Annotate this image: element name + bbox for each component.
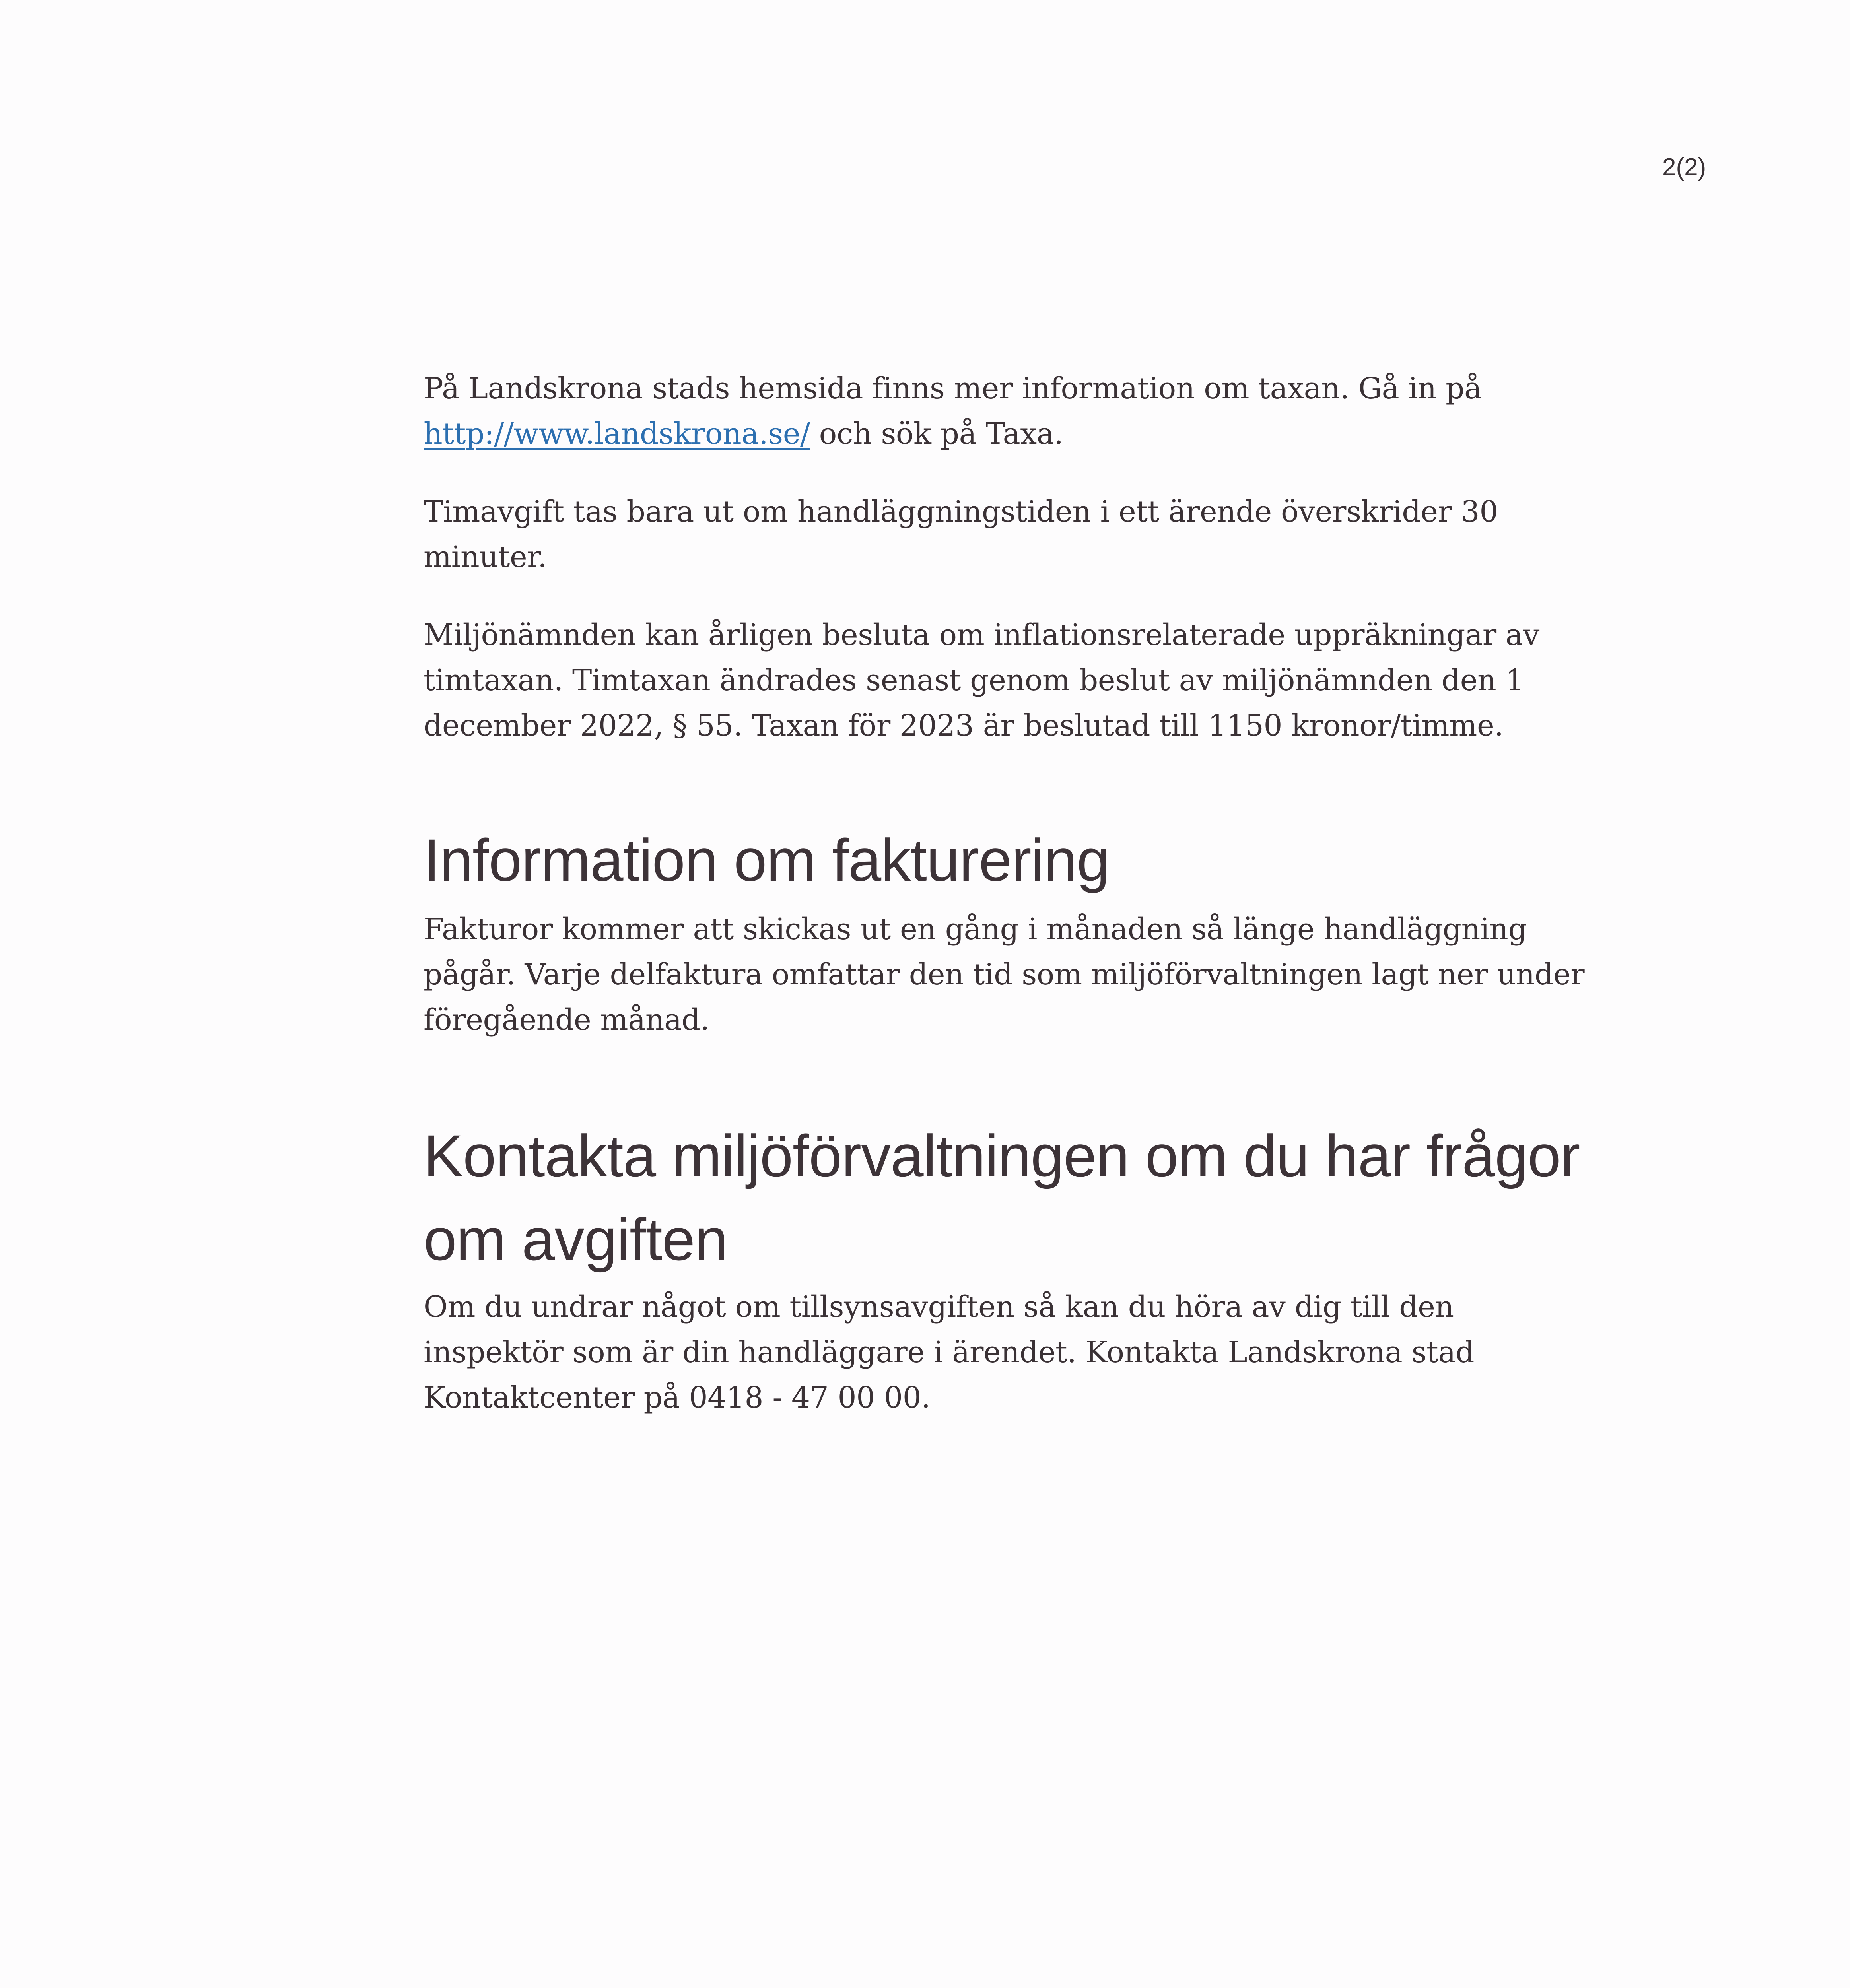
timtaxa-paragraph: Miljönämnden kan årligen besluta om inflationsrelaterade uppräkningar av timtaxan. Timtaxan ändrades senast genom beslut av miljönämnden den 1 december 2022, § 55. Taxan för 2023 är beslutad till 1150 kronor/timme.	[424, 618, 1539, 743]
taxa-info-text: På Landskrona stads hemsida finns mer information om taxan. Gå in på	[424, 371, 1482, 406]
fakturering-paragraph: Fakturor kommer att skickas ut en gång i månaden så länge handläggning pågår. Varje delfaktura omfattar den tid som miljöförvaltningen lagt ner under föregående månad.	[424, 912, 1585, 1037]
document-body	[424, 366, 1597, 1420]
timavgift-paragraph: Timavgift tas bara ut om handläggningstiden i ett ärende överskrider 30 minuter.	[424, 495, 1498, 574]
kontakt-paragraph: Om du undrar något om tillsynsavgiften så kan du höra av dig till den inspektör som är din handläggare i ärendet. Kontakta Landskrona stad Kontaktcenter på 0418 - 47 00 00.	[424, 1290, 1475, 1415]
landskrona-website-link[interactable]: http://www.landskrona.se/	[424, 417, 810, 451]
taxa-info-paragraph	[424, 366, 1597, 456]
fakturering-section	[424, 818, 1597, 1043]
fakturering-heading: Information om fakturering	[424, 827, 1110, 893]
kontakt-heading: Kontakta miljöförvaltningen om du har frågor om avgiften	[424, 1122, 1580, 1273]
page-number: 2(2)	[1662, 153, 1706, 181]
kontakt-section	[424, 1114, 1597, 1420]
taxa-section	[424, 366, 1597, 748]
taxa-info-text-end: och sök på Taxa.	[810, 417, 1063, 451]
